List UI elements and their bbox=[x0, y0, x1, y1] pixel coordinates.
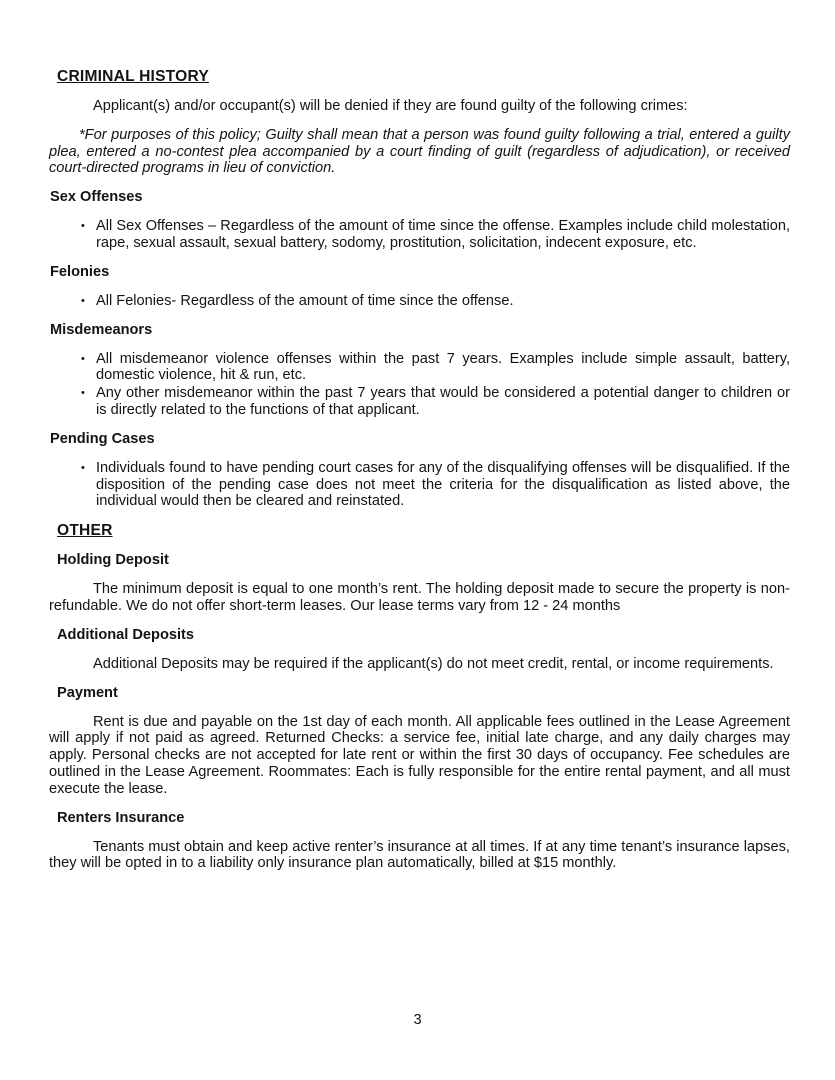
pending-cases-list bbox=[49, 460, 790, 510]
subheading-pending-cases: Pending Cases bbox=[50, 430, 155, 447]
list-item: • All Felonies- Regardless of the amount of time since the offense. bbox=[96, 293, 790, 310]
list-item: • All Sex Offenses – Regardless of the amount of time since the offense. Examples include child molestation, rape, sexual assault, sexual battery, sodomy, prostitution, solicitation, indecent exposure, etc. bbox=[96, 218, 790, 252]
page-number: 3 bbox=[413, 1012, 422, 1028]
section-heading-criminal-history: CRIMINAL HISTORY bbox=[57, 68, 209, 85]
list-item: • All misdemeanor violence offenses within the past 7 years. Examples include simple assault, battery, domestic violence, hit & run, etc. bbox=[96, 351, 790, 385]
list-item: • Individuals found to have pending court cases for any of the disqualifying offenses will be disqualified. If the disposition of the pending case does not meet the criteria for the disqualification as listed above, the individual would then be cleared and reinstated. bbox=[96, 460, 790, 510]
subheading-renters-insurance: Renters Insurance bbox=[57, 809, 185, 826]
payment-paragraph: Rent is due and payable on the 1st day of each month. All applicable fees outlined in the Lease Agreement will apply if not paid as agreed. Returned Checks: a service fee, initial late charge, and any daily charges may apply. Personal checks are not accepted for late rent or within the first 30 days of occupancy. Fee schedules are outlined in the Lease Agreement. Roommates: Each is fully responsible for the entire rental payment, and all must execute the lease. bbox=[49, 713, 790, 797]
misdemeanors-list bbox=[49, 351, 790, 419]
subheading-payment: Payment bbox=[57, 684, 118, 701]
subheading-holding-deposit: Holding Deposit bbox=[57, 552, 169, 569]
sex-offenses-list bbox=[49, 218, 790, 252]
subheading-misdemeanors: Misdemeanors bbox=[50, 321, 153, 338]
list-item: • Any other misdemeanor within the past 7 years that would be considered a potential danger to children or is directly related to the functions of that applicant. bbox=[96, 385, 790, 419]
subheading-sex-offenses: Sex Offenses bbox=[50, 189, 143, 206]
holding-deposit-paragraph: The minimum deposit is equal to one month’s rent. The holding deposit made to secure the property is non- refundable. We do not offer short-term leases. Our lease terms vary from 12 - 24 months bbox=[49, 581, 790, 614]
section-heading-other: OTHER bbox=[57, 522, 113, 540]
subheading-felonies: Felonies bbox=[50, 263, 110, 280]
subheading-additional-deposits: Additional Deposits bbox=[57, 626, 195, 643]
additional-deposits-paragraph: Additional Deposits may be required if the applicant(s) do not meet credit, rental, or income requirements. bbox=[93, 655, 774, 672]
felonies-list bbox=[49, 293, 790, 310]
guilty-policy-note: *For purposes of this policy; Guilty shall mean that a person was found guilty following a trial, entered a guilty plea, entered a no-contest plea accompanied by a court finding of guilt (regardless of adjudication), or received court-directed programs in lieu of conviction. bbox=[49, 126, 790, 177]
criminal-history-intro: Applicant(s) and/or occupant(s) will be denied if they are found guilty of the following crimes: bbox=[93, 98, 688, 114]
renters-insurance-paragraph: Tenants must obtain and keep active renter’s insurance at all times. If at any time tenant’s insurance lapses, they will be opted in to a liability only insurance plan automatically, billed at $15 monthly. bbox=[49, 838, 790, 872]
